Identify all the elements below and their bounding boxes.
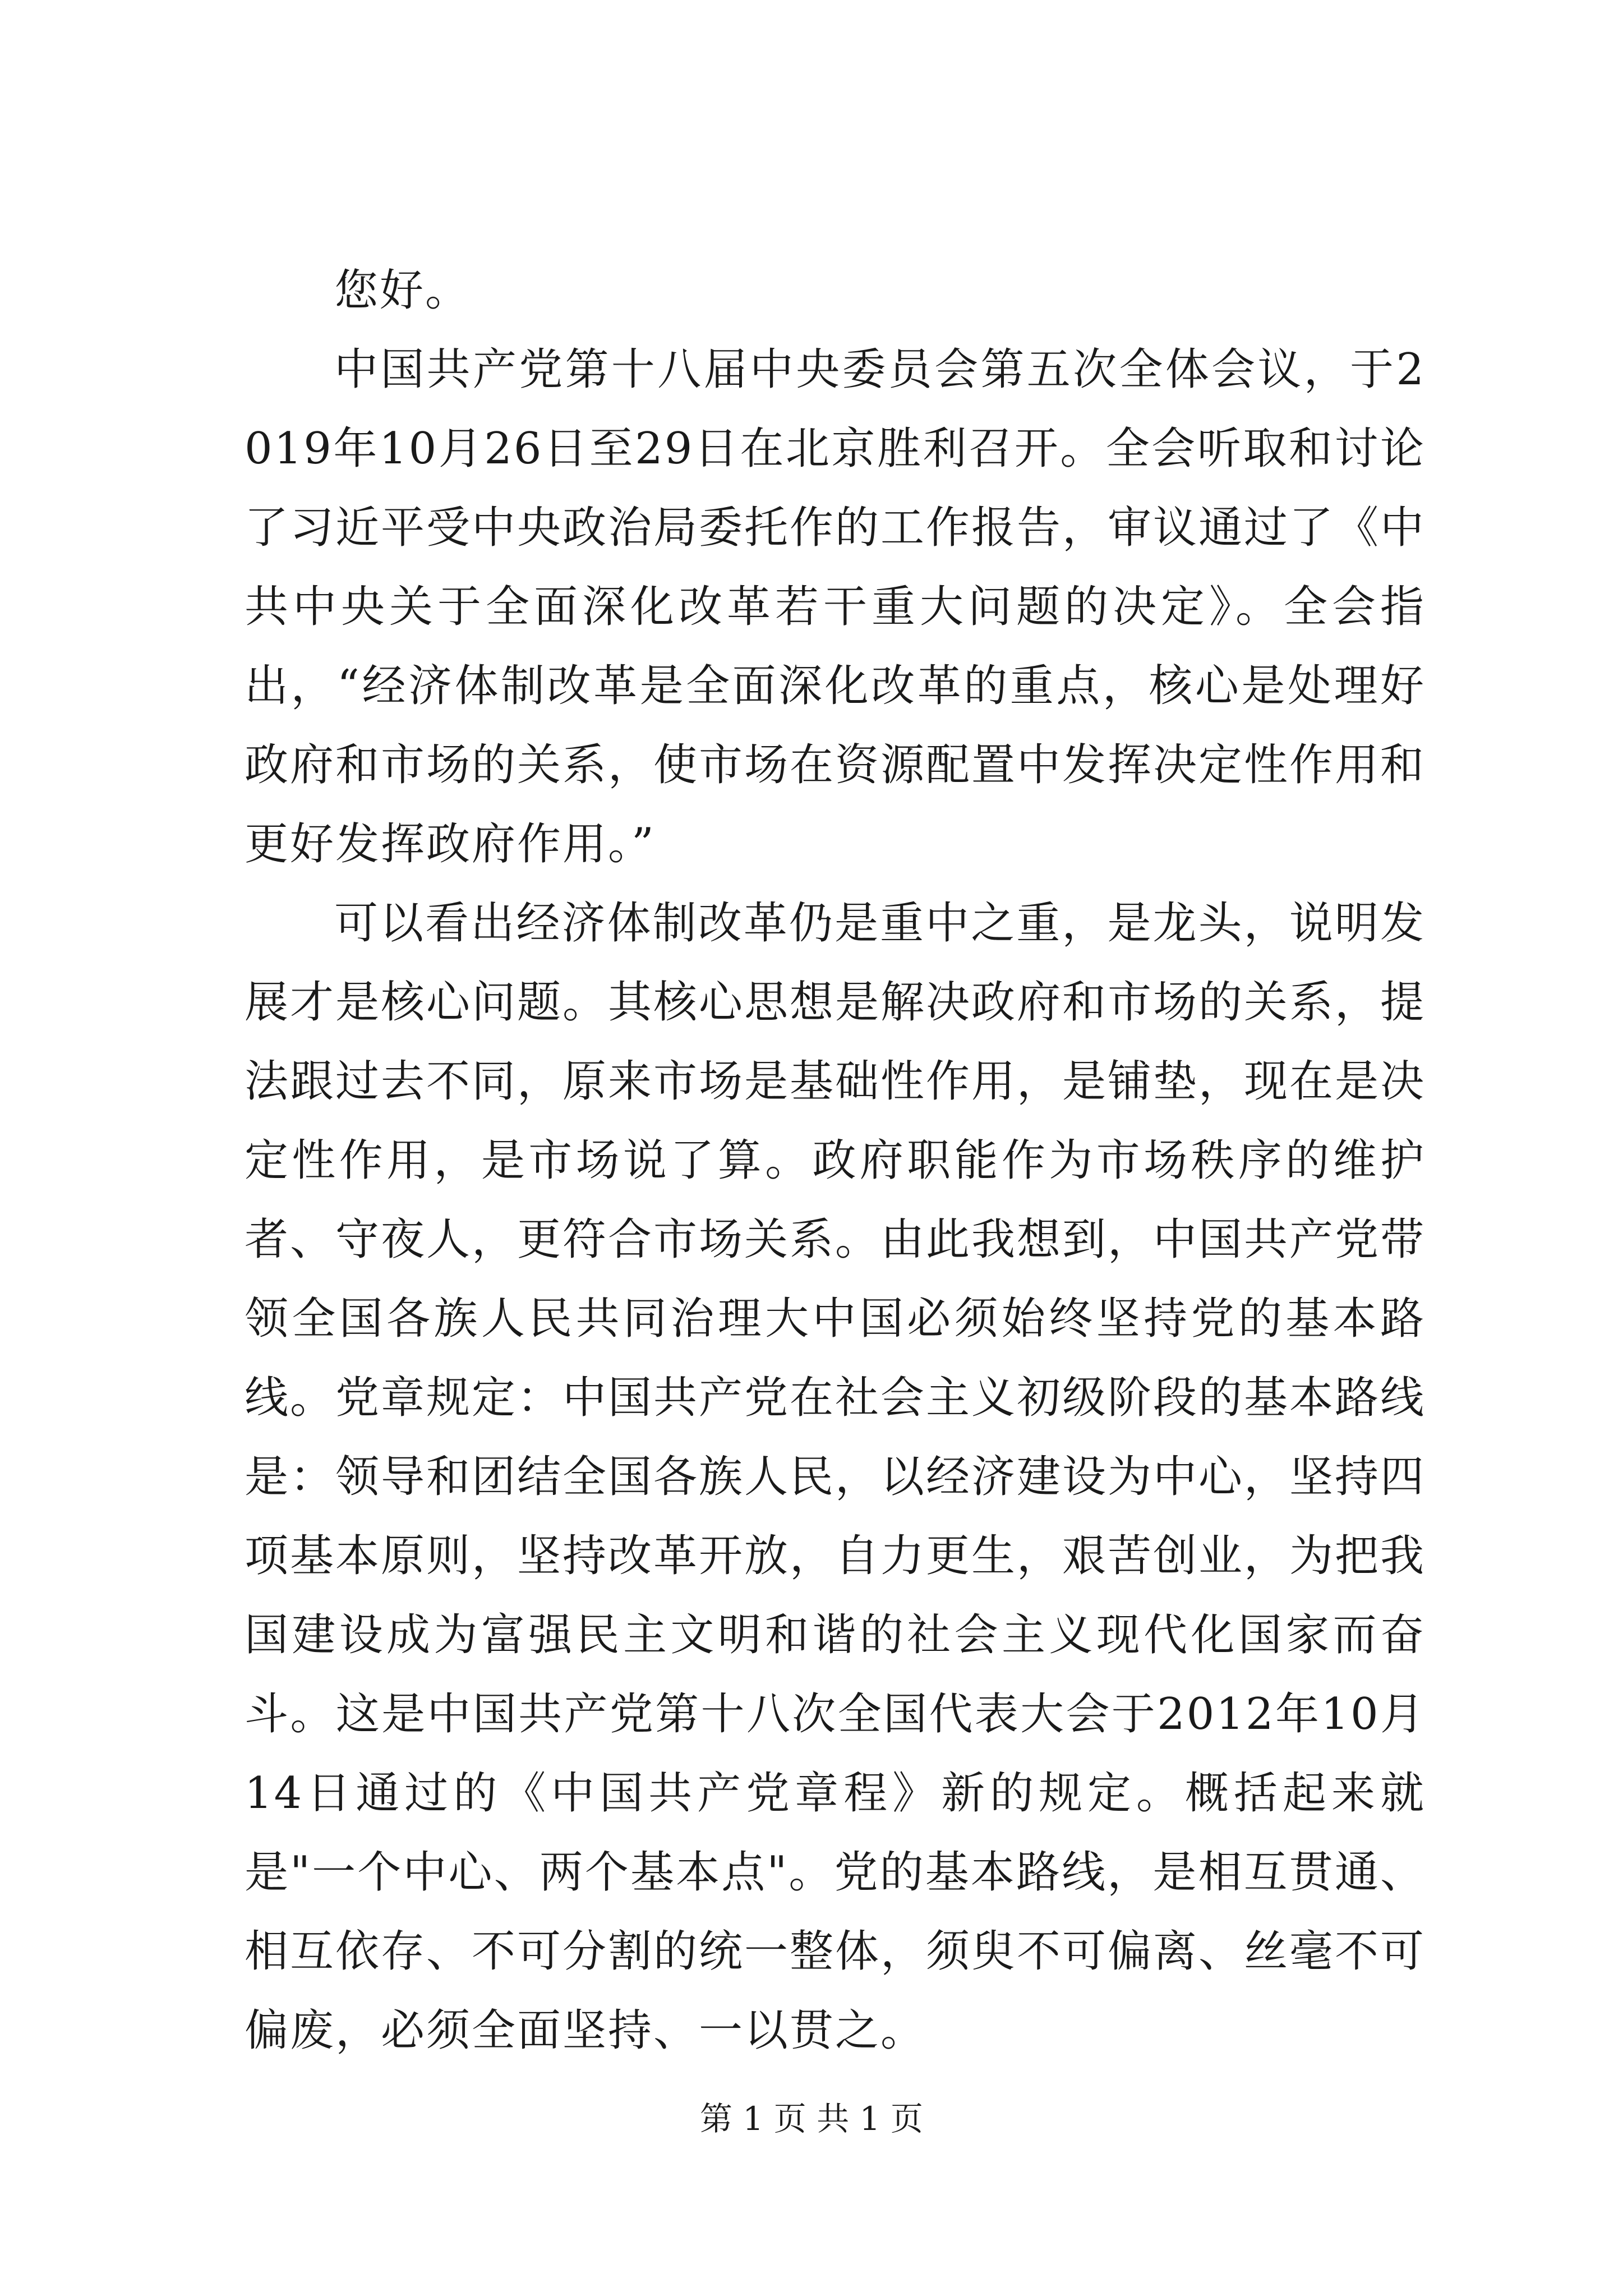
paragraph-reflection: 可以看出经济体制改革仍是重中之重，是龙头，说明发展才是核心问题。其核心思想是解决政府和市场的关系，提法跟过去不同，原来市场是基础性作用，是铺垫，现在是决定性作用，是市场说了算。政府职能作为市场秩序的维护者、守夜人，更符合市场关系。由此我想到，中国共产党带领全国各族人民共同治理大中国必须始终坚持党的基本路线。党章规定：中国共产党在社会主义初级阶段的基本路线是：领导和团结全国各族人民，以经济建设为中心，坚持四项基本原则，坚持改革开放，自力更生，艰苦创业，为把我国建设成为富强民主文明和谐的社会主义现代化国家而奋斗。这是中国共产党第十八次全国代表大会于2012年10月14日通过的《中国共产党章程》新的规定。概括起来就是"一个中心、两个基本点"。党的基本路线，是相互贯通、相互依存、不可分割的统一整体，须臾不可偏离、丝毫不可偏废，必须全面坚持、一以贯之。 <box>245 898 1426 2056</box>
paragraph-greeting: 您好。 <box>334 265 471 316</box>
page-number-footer: 第 1 页 共 1 页 <box>700 2100 923 2138</box>
paragraph-plenum-summary: 中国共产党第十八届中央委员会第五次全体会议，于2019年10月26日至29日在北京胜利召开。全会听取和讨论了习近平受中央政治局委托作的工作报告，审议通过了《中共中央关于全面深化改革若干重大问题的决定》。全会指出，“经济体制改革是全面深化改革的重点，核心是处理好政府和市场的关系，使市场在资源配置中发挥决定性作用和更好发挥政府作用。” <box>245 344 1426 869</box>
document-body <box>245 251 1426 2070</box>
